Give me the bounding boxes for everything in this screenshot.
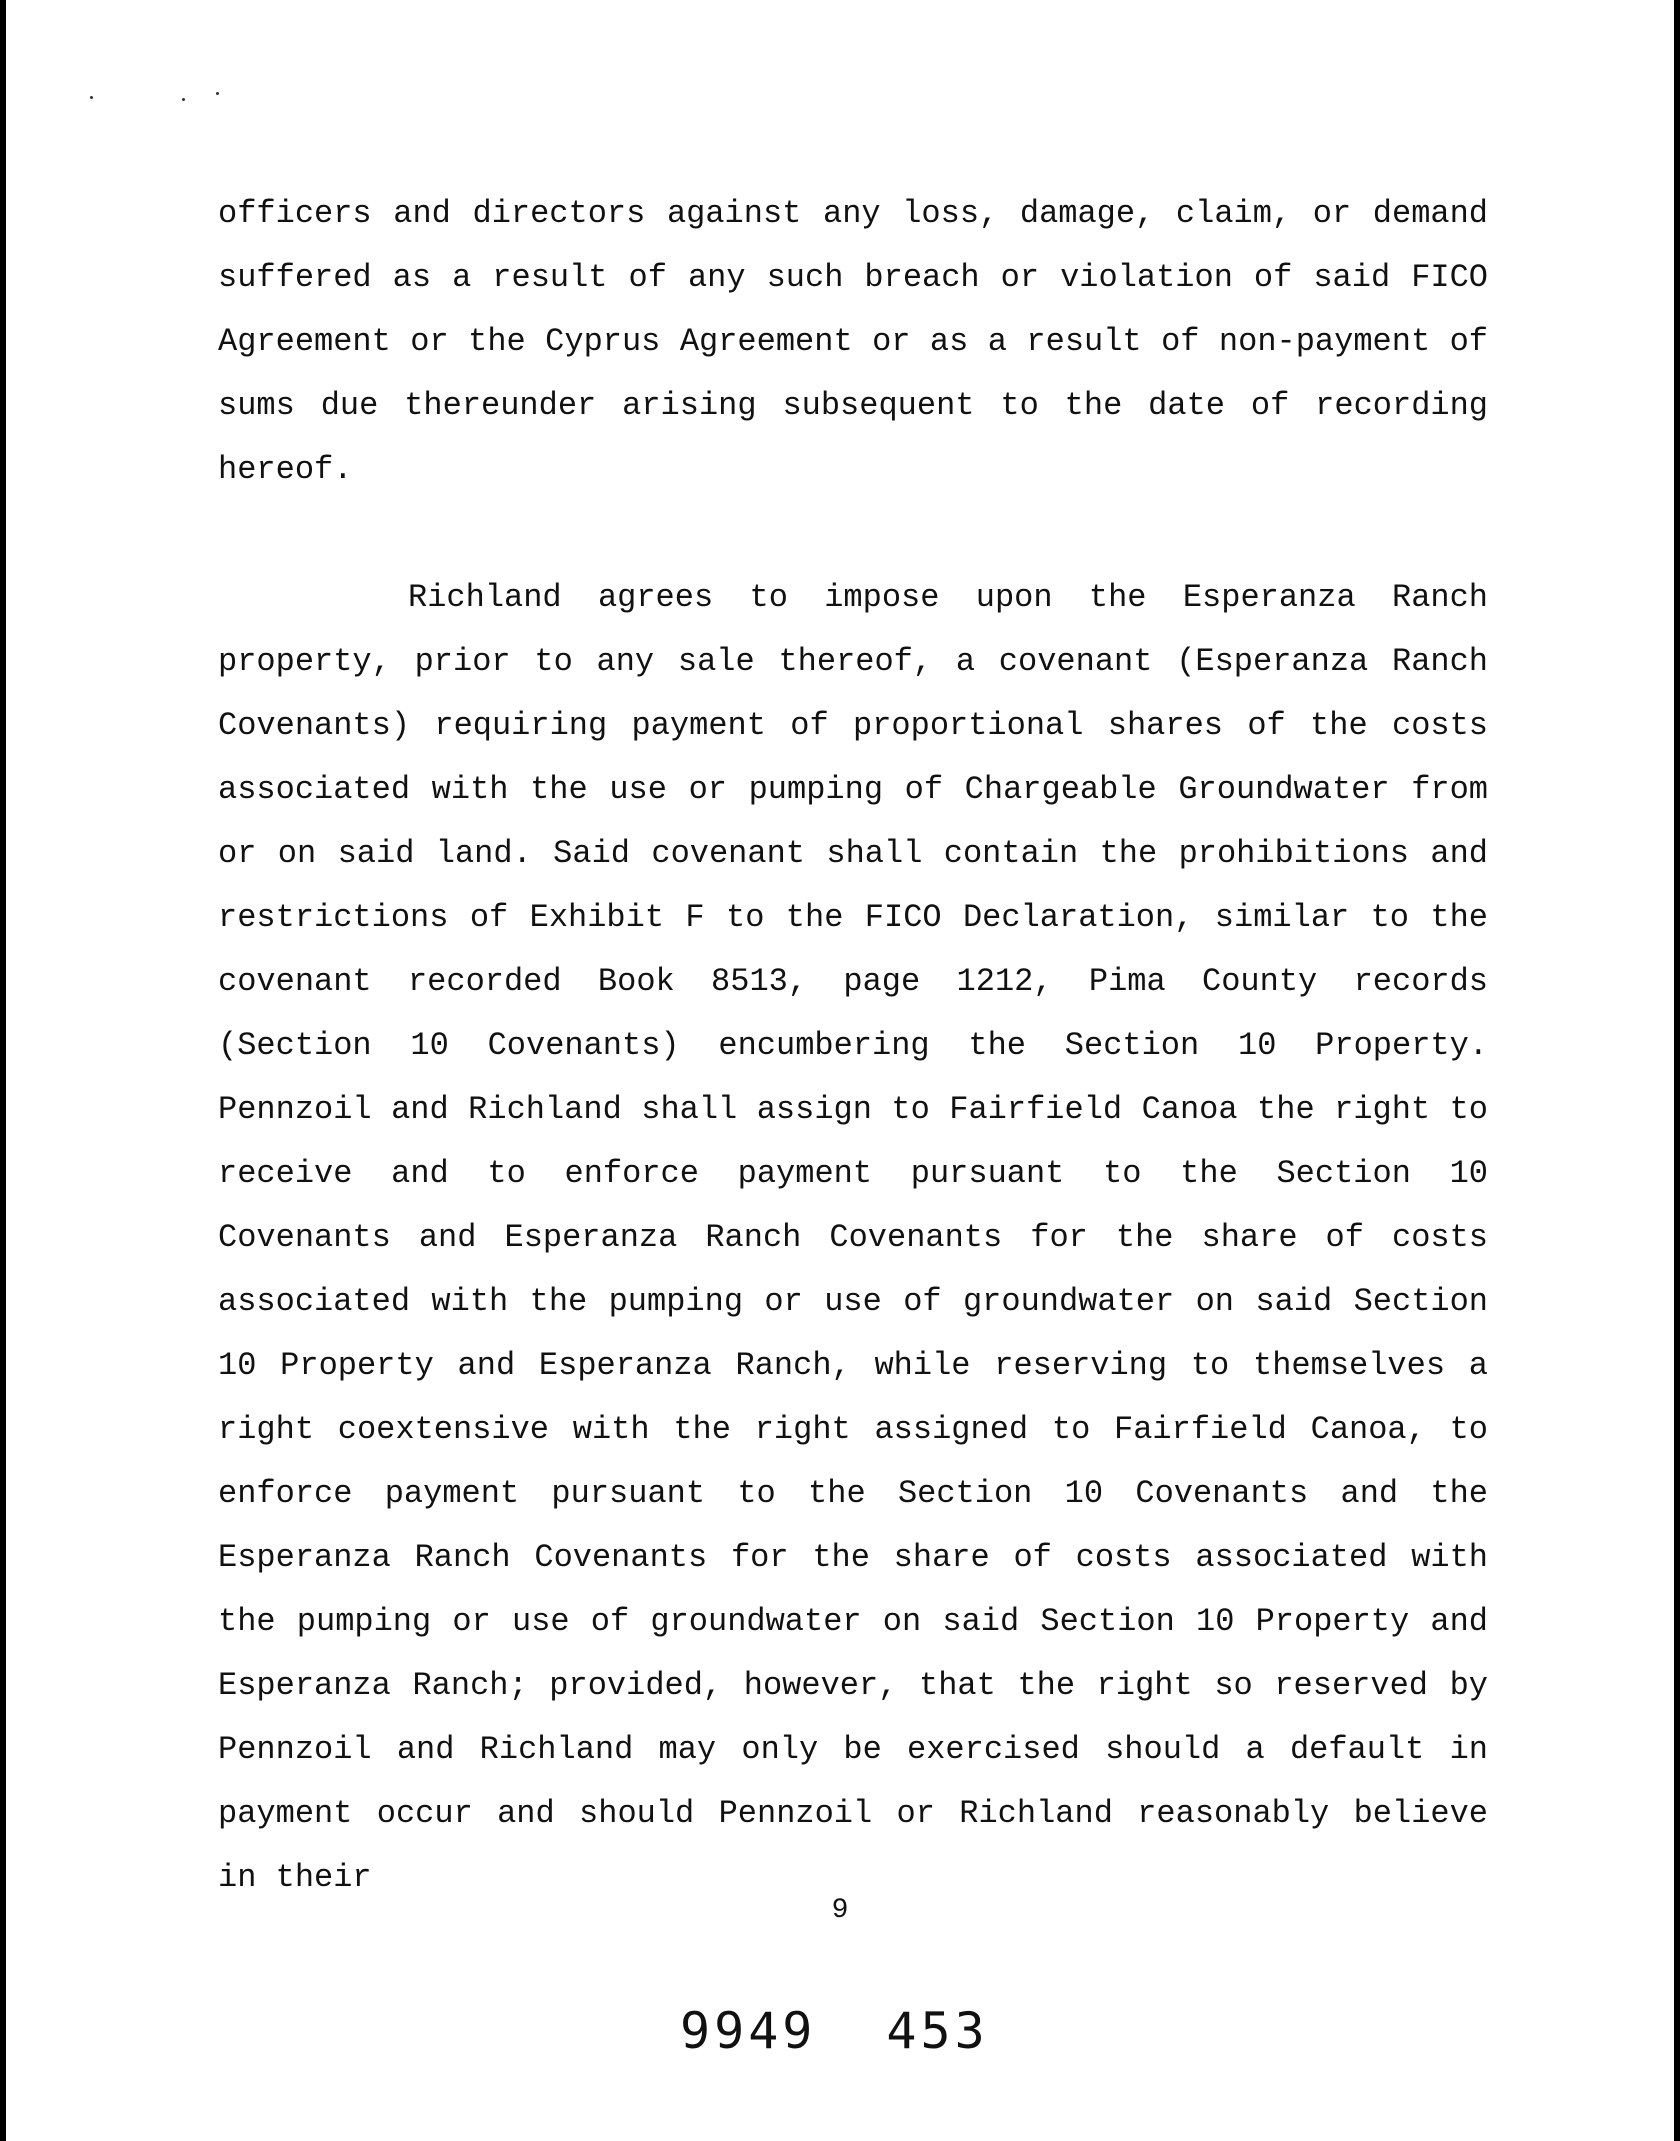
scan-speck [90, 96, 93, 99]
record-book-number: 9949 [680, 2002, 817, 2060]
record-page-number: 453 [886, 2002, 989, 2060]
body-text [218, 182, 1488, 1910]
scan-speck [216, 92, 219, 95]
page-number: 9 [831, 1895, 849, 1926]
paragraph-continuation: officers and directors against any loss, damage, claim, or demand suffered as a result of any such breach or violation of said FICO Agreement or the Cyprus Agreement or as a result of non-payment of sums due thereunder arising subsequent to the date of recording hereof. [218, 195, 1488, 488]
document-page [6, 0, 1674, 2141]
paragraph-richland-covenant: Richland agrees to impose upon the Esperanza Ranch property, prior to any sale thereof, a covenant (Esperanza Ranch Covenants) requiring payment of proportional shares of the costs associated with the use or pumping of Chargeable Groundwater from or on said land. Said covenant shall contain the prohibitions and restrictions of Exhibit F to the FICO Declaration, similar to the covenant recorded Book 8513, page 1212, Pima County records (Section 10 Covenants) encumbering the Section 10 Property. Pennzoil and Richland shall assign to Fairfield Canoa the right to receive and to enforce payment pursuant to the Section 10 Covenants and Esperanza Ranch Covenants for the share of costs associated with the pumping or use of groundwater on said Section 10 Property and Esperanza Ranch, while reserving to themselves a right coextensive with the right assigned to Fairfield Canoa, to enforce payment pursuant to the Section 10 Covenants and the Esperanza Ranch Covenants for the share of costs associated with the pumping or use of groundwater on said Section 10 Property and Esperanza Ranch; provided, however, that the right so reserved by Pennzoil and Richland may only be exercised should a default in payment occur and should Pennzoil or Richland reasonably believe in their [218, 579, 1488, 1896]
scan-speck [182, 98, 185, 101]
recording-reference [680, 2002, 989, 2060]
